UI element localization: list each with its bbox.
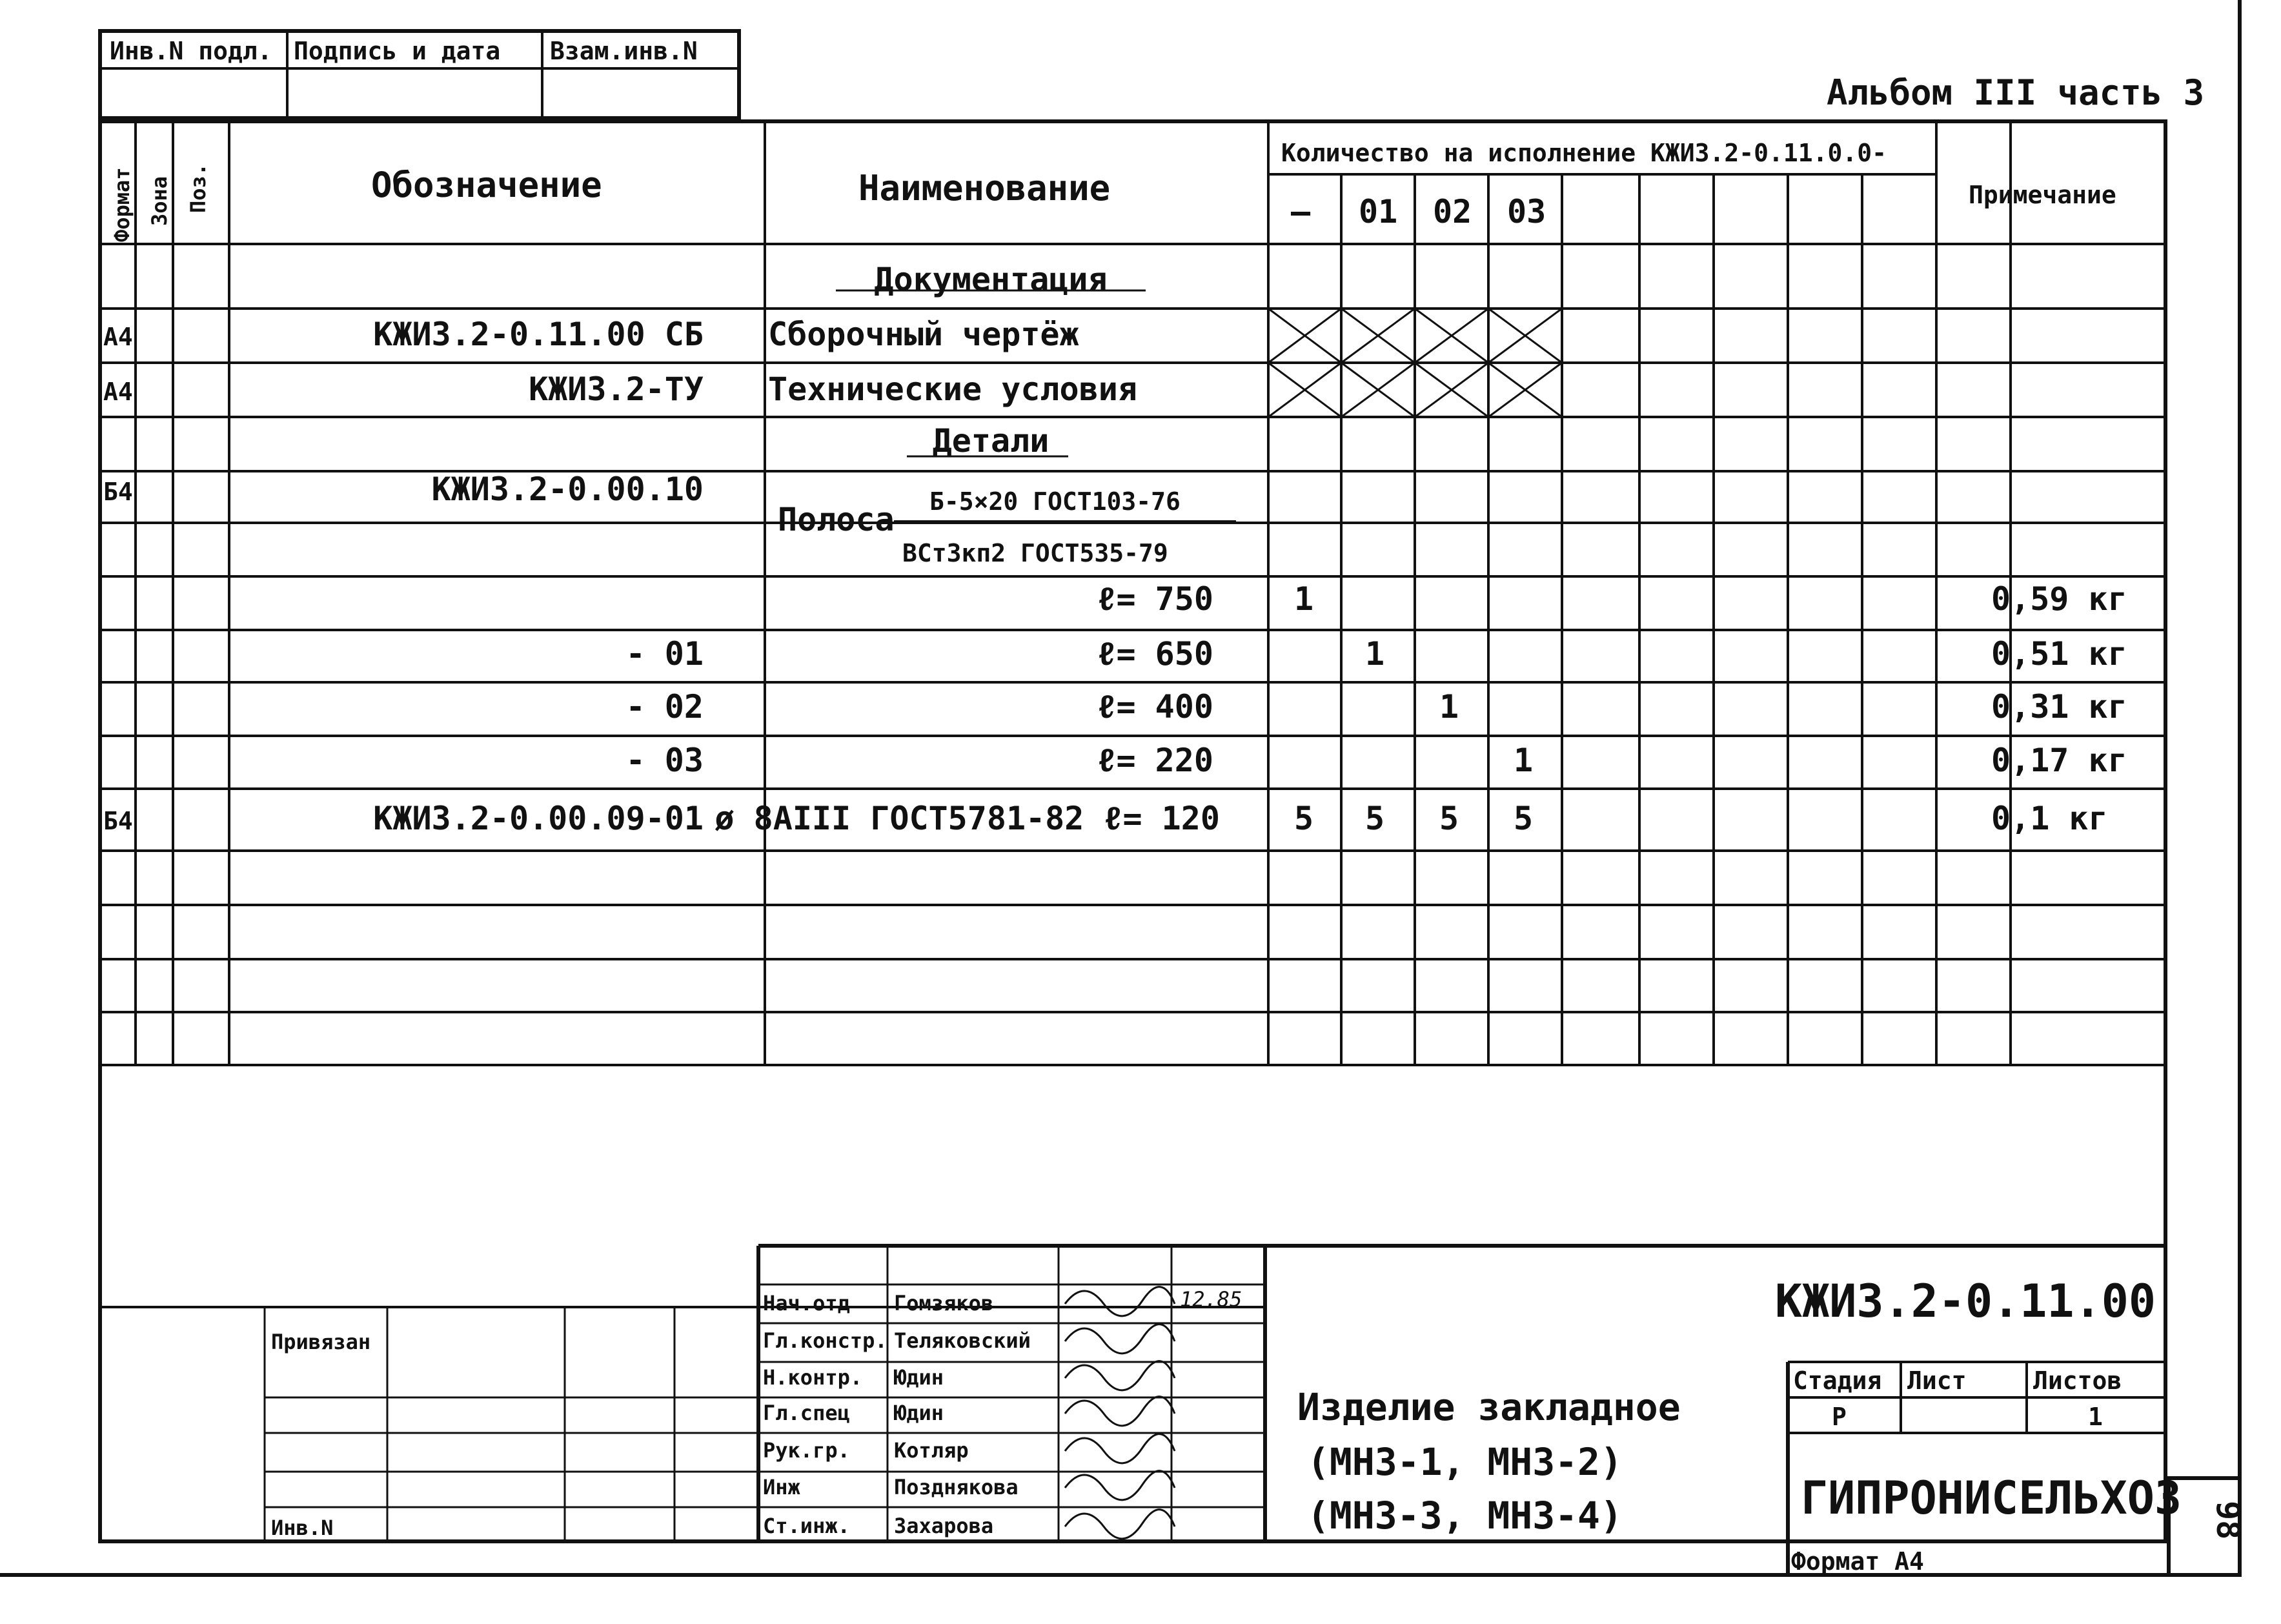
staff-row bbox=[763, 1471, 1175, 1500]
header-format: Формат bbox=[110, 167, 134, 242]
stage-value: Р bbox=[1832, 1403, 1847, 1431]
row-name: ℓ= 400 bbox=[1097, 688, 1213, 726]
row-name: Документация bbox=[874, 261, 1108, 298]
sheets-value: 1 bbox=[2088, 1403, 2103, 1431]
row-designation: - 02 bbox=[625, 688, 704, 726]
table-row bbox=[103, 800, 2108, 837]
format-label: Формат А4 bbox=[1791, 1547, 1924, 1576]
staff-row bbox=[763, 1361, 1175, 1390]
header-q-col-3: 03 bbox=[1507, 193, 1546, 230]
staff-name: Юдин bbox=[894, 1365, 944, 1390]
strip-label: Полоса bbox=[778, 501, 895, 538]
header-name: Наименование bbox=[858, 168, 1111, 208]
row-name: ℓ= 650 bbox=[1097, 635, 1213, 673]
row-designation: КЖИ3.2-0.00.09-01 bbox=[373, 800, 704, 837]
row-format: Б4 bbox=[103, 478, 133, 506]
row-quantity: 5 bbox=[1365, 800, 1385, 837]
doc-code: КЖИ3.2-0.11.00 bbox=[1775, 1275, 2156, 1328]
privyazan-label: Привязан bbox=[271, 1330, 371, 1354]
header-q-col-2: 02 bbox=[1433, 193, 1472, 230]
row-format: А4 bbox=[103, 323, 133, 351]
page-number: 98 bbox=[2209, 1501, 2247, 1540]
top-stamp bbox=[100, 31, 739, 118]
row-quantity: 5 bbox=[1439, 800, 1459, 837]
row-designation: - 03 bbox=[625, 742, 704, 779]
strip-denominator: ВСт3кп2 ГОСТ535-79 bbox=[902, 539, 1168, 567]
strip-numerator: Б-5×20 ГОСТ103-76 bbox=[929, 487, 1181, 516]
table-row bbox=[933, 422, 1049, 460]
table-row bbox=[103, 316, 1079, 353]
row-designation: КЖИ3.2-ТУ bbox=[529, 370, 704, 408]
table-row bbox=[874, 261, 1107, 298]
row-designation: КЖИ3.2-0.11.00 СБ bbox=[373, 316, 704, 353]
sheets-header: Листов bbox=[2033, 1366, 2122, 1395]
staff-name: Котляр bbox=[894, 1438, 969, 1463]
row-name: Сборочный чертёж bbox=[768, 316, 1079, 353]
signature-mark bbox=[1065, 1361, 1175, 1390]
table-row bbox=[626, 742, 2127, 779]
spec-table-header bbox=[110, 139, 2116, 242]
staff-name: Теляковский bbox=[894, 1328, 1031, 1353]
staff-role: Гл.констр. bbox=[763, 1328, 887, 1353]
product-title: Изделие закладное bbox=[1297, 1385, 1681, 1429]
product-sub2: (МН3-3, МН3-4) bbox=[1307, 1494, 1623, 1538]
staff-name: Захарова bbox=[894, 1514, 994, 1538]
row-format: Б4 bbox=[103, 807, 133, 835]
strip-fraction bbox=[778, 487, 1236, 567]
signature-mark bbox=[1065, 1325, 1175, 1354]
staff-row bbox=[763, 1434, 1175, 1463]
row-designation: КЖИ3.2-0.00.10 bbox=[431, 471, 704, 508]
title-block bbox=[100, 1246, 2247, 1576]
table-row bbox=[626, 635, 2127, 673]
staff-role: Гл.спец bbox=[763, 1401, 850, 1425]
table-row bbox=[626, 688, 2127, 726]
row-quantity: 5 bbox=[1514, 800, 1534, 837]
row-note: 0,17 кг bbox=[1991, 742, 2127, 779]
staff-role: Нач.отд bbox=[763, 1291, 850, 1315]
header-pos: Поз. bbox=[186, 163, 210, 213]
staff-role: Н.контр. bbox=[763, 1365, 863, 1390]
signature-mark bbox=[1065, 1287, 1175, 1316]
staff-role: Ст.инж. bbox=[763, 1514, 850, 1538]
row-note: 0,31 кг bbox=[1991, 688, 2127, 726]
signature-mark bbox=[1065, 1434, 1175, 1463]
header-q-col-1: 01 bbox=[1359, 193, 1398, 230]
header-q-col-0: – bbox=[1291, 193, 1311, 230]
row-note: 0,59 кг bbox=[1991, 580, 2127, 618]
row-format: А4 bbox=[103, 378, 133, 406]
row-designation: - 01 bbox=[625, 635, 704, 673]
signature-mark bbox=[1065, 1397, 1175, 1426]
row-name: Технические условия bbox=[768, 370, 1137, 408]
staff-name: Позднякова bbox=[894, 1475, 1019, 1499]
stamp-inv-podl: Инв.N подл. bbox=[110, 37, 272, 65]
header-quantity: Количество на исполнение КЖИ3.2-0.11.0.0- bbox=[1281, 139, 1887, 167]
album-label: Альбом III часть 3 bbox=[1827, 72, 2205, 113]
row-quantity: 1 bbox=[1439, 688, 1459, 726]
staff-name: Юдин bbox=[894, 1401, 944, 1425]
staff-role: Инж bbox=[763, 1475, 800, 1499]
row-note: 0,51 кг bbox=[1991, 635, 2127, 673]
table-row bbox=[103, 471, 704, 508]
stamp-vzam: Взам.инв.N bbox=[550, 37, 698, 65]
stamp-podpis: Подпись и дата bbox=[294, 37, 501, 65]
staff-name: Гомзяков bbox=[894, 1291, 994, 1315]
stage-header: Стадия bbox=[1793, 1366, 1882, 1395]
row-name: Детали bbox=[932, 422, 1049, 460]
inv-label: Инв.N bbox=[271, 1516, 334, 1540]
row-quantity: 1 bbox=[1514, 742, 1534, 779]
staff-role: Рук.гр. bbox=[763, 1438, 850, 1463]
date-value: 12.85 bbox=[1180, 1287, 1242, 1312]
signature-mark bbox=[1065, 1471, 1175, 1500]
row-quantity: 1 bbox=[1365, 635, 1385, 673]
row-note: 0,1 кг bbox=[1991, 800, 2108, 837]
row-quantity: 1 bbox=[1294, 580, 1314, 618]
sheet-header: Лист bbox=[1907, 1366, 1967, 1395]
row-name: ℓ= 220 bbox=[1097, 742, 1213, 779]
staff-row bbox=[763, 1510, 1175, 1539]
header-note: Примечание bbox=[1969, 181, 2116, 209]
row-name: ℓ= 750 bbox=[1097, 580, 1213, 618]
product-sub1: (МН3-1, МН3-2) bbox=[1307, 1440, 1623, 1484]
row-quantity: 5 bbox=[1294, 800, 1314, 837]
staff-row bbox=[763, 1287, 1175, 1316]
row-name: ø 8АIII ГОСТ5781-82 ℓ= 120 bbox=[715, 800, 1220, 837]
staff-row bbox=[763, 1397, 1175, 1426]
organization: ГИПРОНИСЕЛЬХОЗ bbox=[1801, 1472, 2182, 1525]
signature-mark bbox=[1065, 1510, 1175, 1539]
staff-row bbox=[763, 1325, 1175, 1354]
header-designation: Обозначение bbox=[371, 165, 602, 205]
table-row bbox=[1097, 580, 2127, 618]
header-zone: Зона bbox=[147, 176, 172, 226]
table-row bbox=[103, 370, 1137, 408]
